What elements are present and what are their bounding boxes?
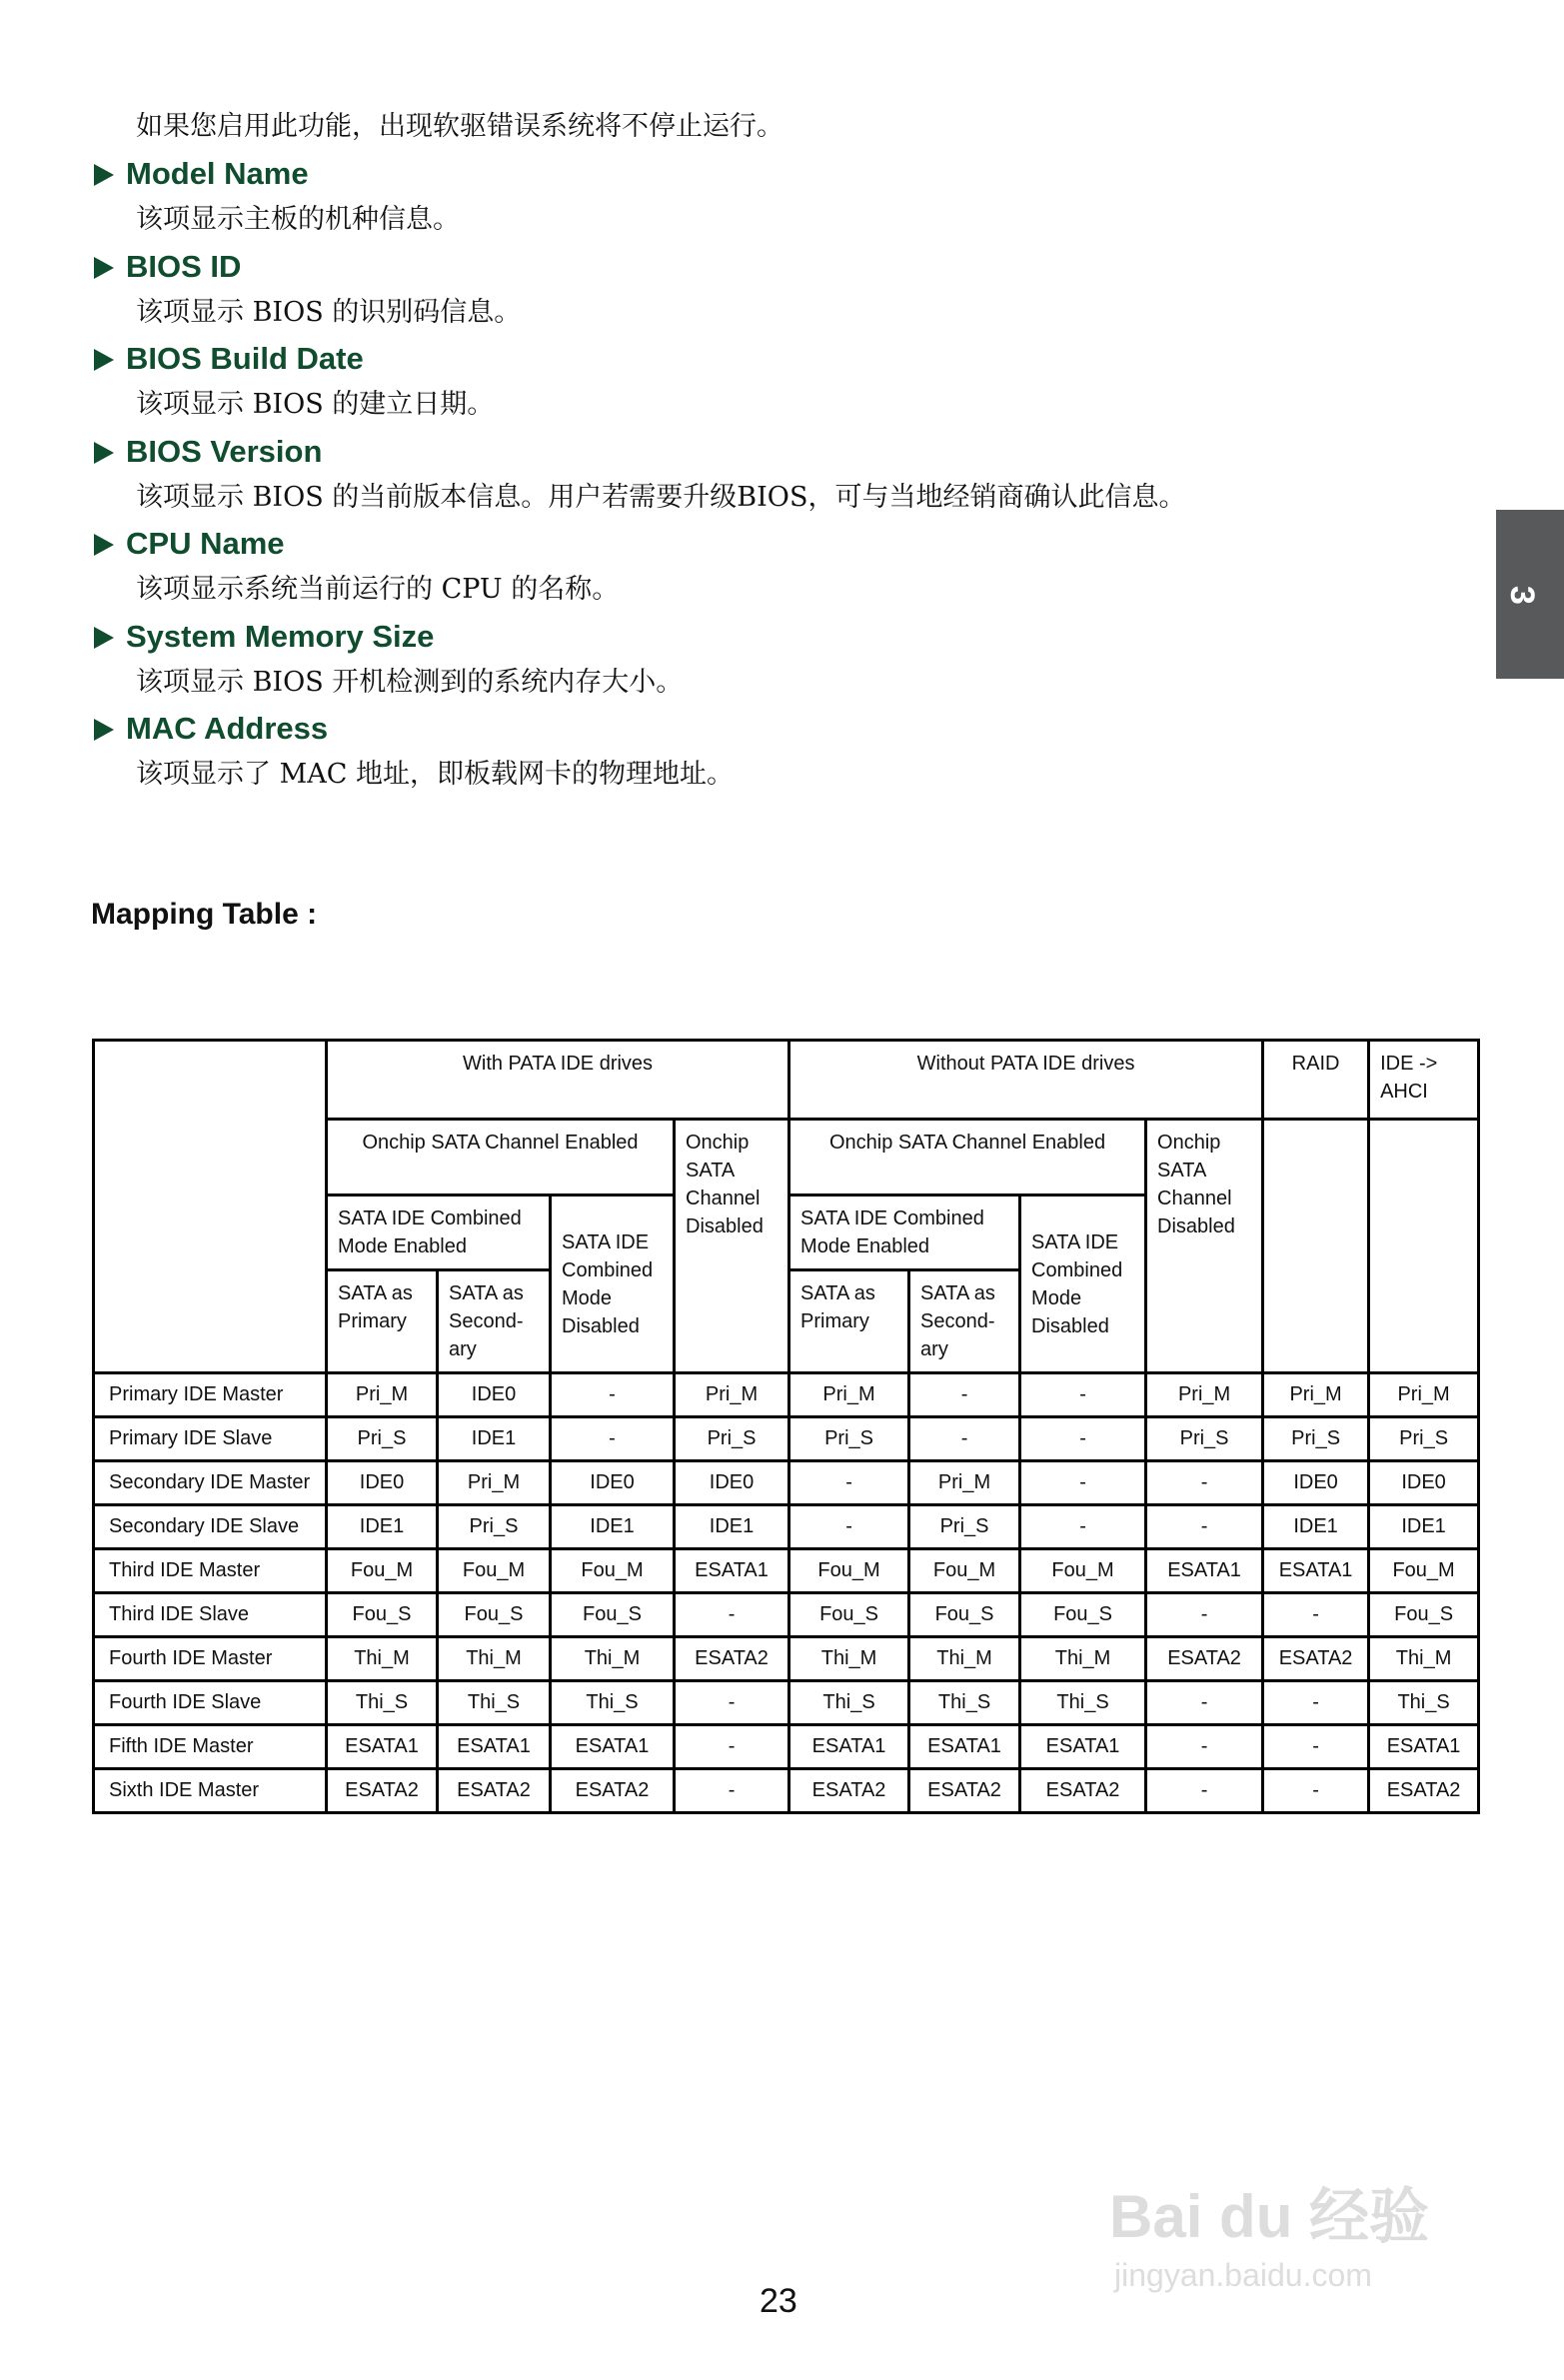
table-cell: IDE1 <box>438 1417 551 1461</box>
table-cell: ESATA2 <box>1146 1637 1263 1681</box>
table-cell: IDE0 <box>438 1373 551 1417</box>
triangle-bullet-icon <box>94 719 114 741</box>
table-cell: ESATA1 <box>789 1725 909 1769</box>
table-cell: - <box>1263 1725 1369 1769</box>
table-cell: ESATA1 <box>1369 1725 1479 1769</box>
table-cell: Pri_M <box>438 1461 551 1505</box>
header-sata-secondary: SATA as Second-ary <box>909 1270 1020 1373</box>
intro-text: 如果您启用此功能，出现软驱错误系统将不停止运行。 <box>136 111 783 142</box>
row-label: Fourth IDE Master <box>94 1637 327 1681</box>
table-cell: Pri_S <box>789 1417 909 1461</box>
table-cell: Thi_M <box>327 1637 438 1681</box>
section-heading-text: MAC Address <box>126 711 329 746</box>
table-cell: Pri_S <box>909 1505 1020 1549</box>
table-cell: - <box>675 1725 789 1769</box>
table-cell: - <box>789 1505 909 1549</box>
table-cell: - <box>1263 1593 1369 1637</box>
header-combined-disabled: SATA IDE Combined Mode Disabled <box>551 1195 675 1373</box>
section-description: 该项显示 BIOS 的识别码信息。 <box>136 296 522 328</box>
section-heading <box>94 525 285 563</box>
section-heading <box>94 710 328 748</box>
header-with-pata: With PATA IDE drives <box>327 1041 789 1120</box>
table-cell: Pri_M <box>909 1461 1020 1505</box>
table-row <box>94 1417 1479 1461</box>
header-ide-ahci: IDE -> AHCI <box>1369 1041 1479 1120</box>
header-sata-primary: SATA as Primary <box>789 1270 909 1373</box>
triangle-bullet-icon <box>94 257 114 279</box>
page-number: 23 <box>760 2282 797 2320</box>
row-label: Third IDE Slave <box>94 1593 327 1637</box>
table-cell: ESATA2 <box>909 1769 1020 1813</box>
table-row <box>94 1593 1479 1637</box>
table-cell: Fou_S <box>1369 1593 1479 1637</box>
table-cell: Fou_S <box>1020 1593 1146 1637</box>
section-description: 该项显示主板的机种信息。 <box>136 204 460 235</box>
table-row <box>94 1505 1479 1549</box>
table-cell: - <box>1146 1461 1263 1505</box>
table-cell: Pri_S <box>1146 1417 1263 1461</box>
header-sata-primary: SATA as Primary <box>327 1270 438 1373</box>
corner-cell <box>94 1041 327 1373</box>
table-cell: Thi_M <box>789 1637 909 1681</box>
watermark-logo: Bai du 经验 <box>1109 2183 1430 2250</box>
table-cell: Pri_S <box>1263 1417 1369 1461</box>
table-row <box>94 1681 1479 1725</box>
table-cell: ESATA2 <box>789 1769 909 1813</box>
header-onchip-enabled: Onchip SATA Channel Enabled <box>789 1120 1146 1195</box>
table-cell: - <box>551 1417 675 1461</box>
table-cell: - <box>1263 1681 1369 1725</box>
header-onchip-enabled: Onchip SATA Channel Enabled <box>327 1120 675 1195</box>
table-row <box>94 1549 1479 1593</box>
table-cell: Pri_M <box>327 1373 438 1417</box>
triangle-bullet-icon <box>94 534 114 556</box>
triangle-bullet-icon <box>94 442 114 464</box>
header-combined-enabled: SATA IDE Combined Mode Enabled <box>789 1195 1020 1270</box>
table-cell: IDE0 <box>1369 1461 1479 1505</box>
table-cell: Thi_S <box>551 1681 675 1725</box>
table-cell: ESATA1 <box>1146 1549 1263 1593</box>
table-cell: ESATA2 <box>551 1769 675 1813</box>
row-label: Fourth IDE Slave <box>94 1681 327 1725</box>
table-cell: Pri_M <box>675 1373 789 1417</box>
table-cell: IDE1 <box>1369 1505 1479 1549</box>
table-cell: - <box>675 1681 789 1725</box>
table-cell: - <box>1020 1417 1146 1461</box>
table-cell: Thi_M <box>909 1637 1020 1681</box>
row-label: Fifth IDE Master <box>94 1725 327 1769</box>
table-row <box>94 1373 1479 1417</box>
table-cell: Pri_S <box>327 1417 438 1461</box>
row-label: Secondary IDE Slave <box>94 1505 327 1549</box>
table-cell: - <box>1146 1681 1263 1725</box>
header-sata-secondary: SATA as Second-ary <box>438 1270 551 1373</box>
mapping-table-title: Mapping Table : <box>91 898 318 931</box>
table-cell: ESATA2 <box>675 1637 789 1681</box>
table-cell: ESATA2 <box>438 1769 551 1813</box>
table-cell: Thi_M <box>438 1637 551 1681</box>
table-row <box>94 1725 1479 1769</box>
section-heading-text: BIOS ID <box>126 248 242 284</box>
table-cell: Fou_S <box>551 1593 675 1637</box>
table-cell: Fou_S <box>789 1593 909 1637</box>
table-cell: Fou_S <box>327 1593 438 1637</box>
empty-cell <box>1263 1120 1369 1373</box>
table-cell: Thi_S <box>789 1681 909 1725</box>
header-raid: RAID <box>1263 1041 1369 1120</box>
table-cell: Thi_M <box>551 1637 675 1681</box>
watermark-url: jingyan.baidu.com <box>1114 2257 1372 2293</box>
table-cell: Thi_S <box>1020 1681 1146 1725</box>
table-cell: Fou_M <box>1020 1549 1146 1593</box>
row-label: Secondary IDE Master <box>94 1461 327 1505</box>
table-cell: - <box>909 1373 1020 1417</box>
table-cell: - <box>1020 1461 1146 1505</box>
empty-cell <box>1369 1120 1479 1373</box>
table-cell: ESATA2 <box>1020 1769 1146 1813</box>
section-description: 该项显示 BIOS 的建立日期。 <box>136 389 495 420</box>
table-cell: - <box>1146 1769 1263 1813</box>
header-without-pata: Without PATA IDE drives <box>789 1041 1263 1120</box>
table-cell: Thi_S <box>438 1681 551 1725</box>
table-cell: - <box>675 1769 789 1813</box>
section-heading-text: System Memory Size <box>126 618 435 654</box>
table-cell: Fou_M <box>551 1549 675 1593</box>
section-heading <box>94 618 434 656</box>
table-cell: IDE1 <box>327 1505 438 1549</box>
header-combined-disabled: SATA IDE Combined Mode Disabled <box>1020 1195 1146 1373</box>
table-cell: IDE0 <box>551 1461 675 1505</box>
table-cell: - <box>1020 1373 1146 1417</box>
table-cell: Pri_S <box>675 1417 789 1461</box>
section-heading <box>94 433 322 471</box>
table-cell: IDE1 <box>551 1505 675 1549</box>
table-cell: Thi_M <box>1369 1637 1479 1681</box>
table-cell: Pri_M <box>789 1373 909 1417</box>
table-cell: Thi_S <box>327 1681 438 1725</box>
section-description: 该项显示系统当前运行的 CPU 的名称。 <box>136 574 620 605</box>
table-cell: IDE0 <box>675 1461 789 1505</box>
table-cell: ESATA1 <box>438 1725 551 1769</box>
section-heading <box>94 248 241 286</box>
table-cell: - <box>909 1417 1020 1461</box>
triangle-bullet-icon <box>94 349 114 371</box>
section-description: 该项显示 BIOS 开机检测到的系统内存大小。 <box>136 666 684 698</box>
section-description: 该项显示了 MAC 地址，即板载网卡的物理地址。 <box>136 759 734 790</box>
table-cell: Pri_M <box>1369 1373 1479 1417</box>
header-onchip-disabled: Onchip SATA Channel Disabled <box>1146 1120 1263 1373</box>
table-cell: ESATA2 <box>1263 1637 1369 1681</box>
row-label: Primary IDE Slave <box>94 1417 327 1461</box>
table-row <box>94 1461 1479 1505</box>
table-cell: - <box>1020 1505 1146 1549</box>
row-label: Third IDE Master <box>94 1549 327 1593</box>
table-cell: Fou_S <box>909 1593 1020 1637</box>
table-cell: Pri_S <box>438 1505 551 1549</box>
table-cell: Fou_M <box>789 1549 909 1593</box>
row-label: Primary IDE Master <box>94 1373 327 1417</box>
table-cell: IDE1 <box>1263 1505 1369 1549</box>
table-cell: ESATA1 <box>675 1549 789 1593</box>
table-cell: Fou_S <box>438 1593 551 1637</box>
table-cell: - <box>1263 1769 1369 1813</box>
table-cell: Pri_S <box>1369 1417 1479 1461</box>
section-heading-text: BIOS Version <box>126 433 323 469</box>
table-cell: Fou_M <box>327 1549 438 1593</box>
table-cell: ESATA1 <box>1020 1725 1146 1769</box>
table-cell: IDE1 <box>675 1505 789 1549</box>
triangle-bullet-icon <box>94 164 114 186</box>
table-cell: - <box>1146 1505 1263 1549</box>
table-cell: ESATA1 <box>909 1725 1020 1769</box>
section-heading-text: Model Name <box>126 156 309 191</box>
table-cell: ESATA1 <box>551 1725 675 1769</box>
table-cell: Fou_M <box>438 1549 551 1593</box>
triangle-bullet-icon <box>94 627 114 649</box>
table-cell: Fou_M <box>909 1549 1020 1593</box>
table-row <box>94 1637 1479 1681</box>
table-cell: - <box>551 1373 675 1417</box>
table-cell: - <box>1146 1725 1263 1769</box>
section-heading <box>94 340 364 378</box>
chapter-tab <box>1496 510 1564 679</box>
table-cell: ESATA2 <box>327 1769 438 1813</box>
table-cell: ESATA2 <box>1369 1769 1479 1813</box>
row-label: Sixth IDE Master <box>94 1769 327 1813</box>
table-cell: Pri_M <box>1146 1373 1263 1417</box>
section-heading <box>94 155 309 193</box>
table-cell: - <box>789 1461 909 1505</box>
chapter-number: 3 <box>1502 586 1541 605</box>
section-heading-text: CPU Name <box>126 526 285 561</box>
table-cell: - <box>1146 1593 1263 1637</box>
table-cell: Thi_S <box>909 1681 1020 1725</box>
table-cell: IDE0 <box>327 1461 438 1505</box>
table-cell: Fou_M <box>1369 1549 1479 1593</box>
table-cell: ESATA1 <box>327 1725 438 1769</box>
section-heading-text: BIOS Build Date <box>126 341 364 376</box>
table-cell: - <box>675 1593 789 1637</box>
mapping-table <box>92 1039 1480 1814</box>
table-cell: Pri_M <box>1263 1373 1369 1417</box>
table-cell: Thi_M <box>1020 1637 1146 1681</box>
section-description: 该项显示 BIOS 的当前版本信息。用户若需要升级BIOS，可与当地经销商确认此信息。 <box>136 481 1186 513</box>
table-row <box>94 1769 1479 1813</box>
table-cell: IDE0 <box>1263 1461 1369 1505</box>
header-onchip-disabled: Onchip SATA Channel Disabled <box>675 1120 789 1373</box>
table-cell: Thi_S <box>1369 1681 1479 1725</box>
header-combined-enabled: SATA IDE Combined Mode Enabled <box>327 1195 551 1270</box>
table-cell: ESATA1 <box>1263 1549 1369 1593</box>
